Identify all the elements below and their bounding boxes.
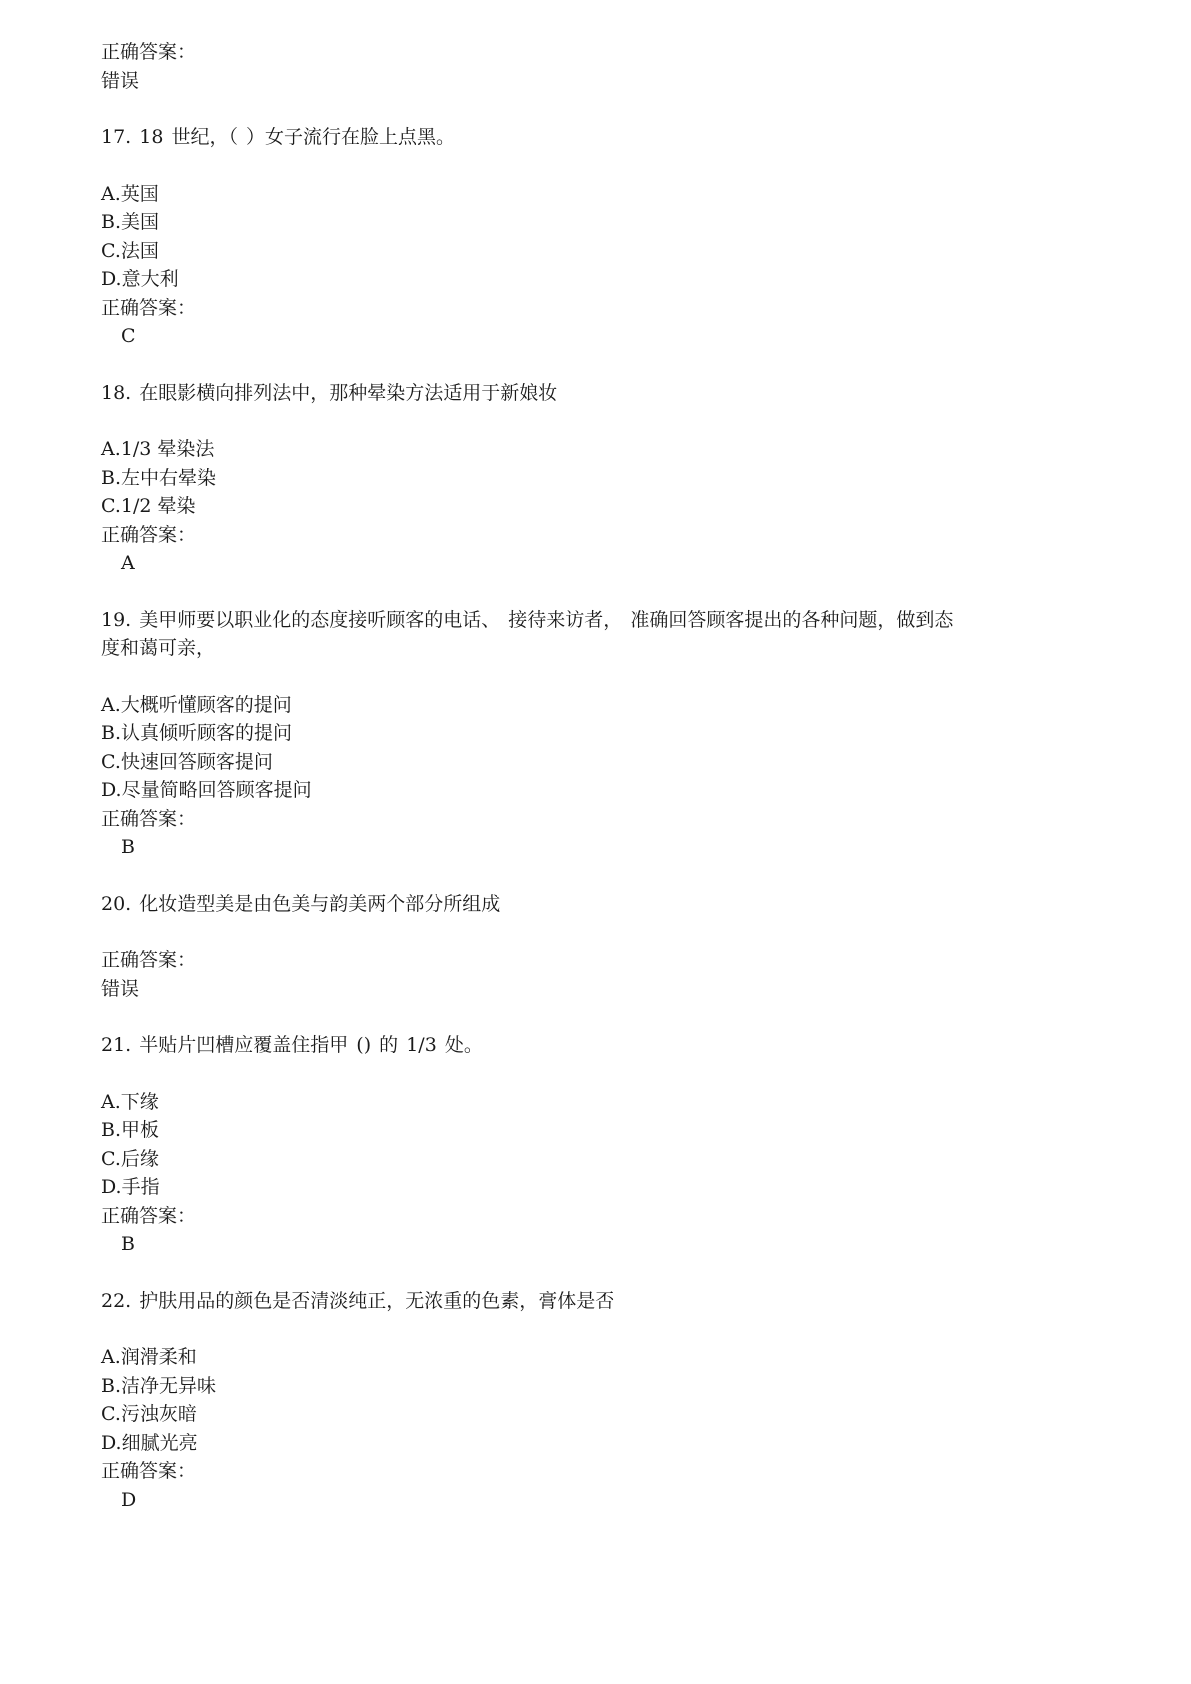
question-19 <box>101 606 1101 663</box>
question-text <box>101 1287 1101 1316</box>
options-17 <box>101 180 1101 351</box>
option-c: C.后缘 <box>101 1147 159 1170</box>
answer-value: 错误 <box>101 69 140 92</box>
question-text <box>101 123 1101 152</box>
question-body: 半贴片凹槽应覆盖住指甲 () 的 1/3 处。 <box>139 1034 483 1056</box>
question-18 <box>101 379 1101 408</box>
options-22 <box>101 1343 1101 1514</box>
option-b: B.洁净无异味 <box>101 1374 217 1397</box>
options-21 <box>101 1088 1101 1259</box>
question-text <box>101 890 1101 919</box>
option-c: C.1/2 晕染 <box>101 495 196 517</box>
question-body: 护肤用品的颜色是否清淡纯正，无浓重的色素，膏体是否 <box>139 1289 615 1312</box>
document-page <box>101 38 1101 1514</box>
question-21 <box>101 1031 1101 1060</box>
option-b: B.左中右晕染 <box>101 466 217 489</box>
answer-value: C <box>121 325 136 347</box>
options-18 <box>101 435 1101 578</box>
question-number: 18. <box>101 381 132 404</box>
question-body-line2: 度和蔼可亲， <box>101 637 216 659</box>
answer-label: 正确答案： <box>101 949 197 971</box>
answer-value: B <box>121 1233 135 1255</box>
answer-label: 正确答案： <box>101 41 197 63</box>
answer-label: 正确答案： <box>101 807 197 830</box>
answer-label: 正确答案： <box>101 523 197 546</box>
option-d: D.尽量简略回答顾客提问 <box>101 779 312 801</box>
option-b: B.美国 <box>101 211 160 233</box>
question-body: 18 世纪，（ ）女子流行在脸上点黑。 <box>139 126 456 148</box>
question-body: 化妆造型美是由色美与韵美两个部分所组成 <box>139 892 501 915</box>
answer-label: 正确答案： <box>101 1204 197 1227</box>
answer-value: A <box>121 552 135 574</box>
question-number: 22. <box>101 1289 132 1312</box>
question-22 <box>101 1287 1101 1316</box>
answer-block-20 <box>101 946 1101 1003</box>
question-body: 在眼影横向排列法中，那种晕染方法适用于新娘妆 <box>139 381 558 404</box>
option-b: B.甲板 <box>101 1119 160 1141</box>
answer-value: B <box>121 836 135 858</box>
question-text <box>101 379 1101 408</box>
option-d: D.意大利 <box>101 268 179 290</box>
answer-value: D <box>121 1488 137 1511</box>
question-number: 20. <box>101 892 132 915</box>
option-d: D.手指 <box>101 1176 160 1198</box>
option-a: A.1/3 晕染法 <box>101 438 215 460</box>
question-number: 17. <box>101 126 132 148</box>
question-17 <box>101 123 1101 152</box>
question-number: 19. <box>101 608 132 631</box>
option-c: C.法国 <box>101 239 159 262</box>
answer-label: 正确答案： <box>101 1460 197 1482</box>
question-text <box>101 1031 1101 1060</box>
options-19 <box>101 691 1101 862</box>
answer-block-prev <box>101 38 1101 95</box>
answer-label: 正确答案： <box>101 296 197 319</box>
question-body-line1: 美甲师要以职业化的态度接听顾客的电话、 接待来访者， 准确回答顾客提出的各种问题，做到态 <box>139 608 954 631</box>
option-a: A.英国 <box>101 182 159 205</box>
answer-value: 错误 <box>101 977 140 1000</box>
option-a: A.下缘 <box>101 1090 159 1113</box>
question-20 <box>101 890 1101 919</box>
option-a: A.大概听懂顾客的提问 <box>101 693 292 716</box>
question-number: 21. <box>101 1034 132 1056</box>
option-d: D.细腻光亮 <box>101 1431 198 1454</box>
question-text <box>101 606 1101 635</box>
option-a: A.润滑柔和 <box>101 1346 197 1368</box>
option-c: C.快速回答顾客提问 <box>101 750 273 773</box>
option-c: C.污浊灰暗 <box>101 1403 197 1425</box>
option-b: B.认真倾听顾客的提问 <box>101 722 293 744</box>
